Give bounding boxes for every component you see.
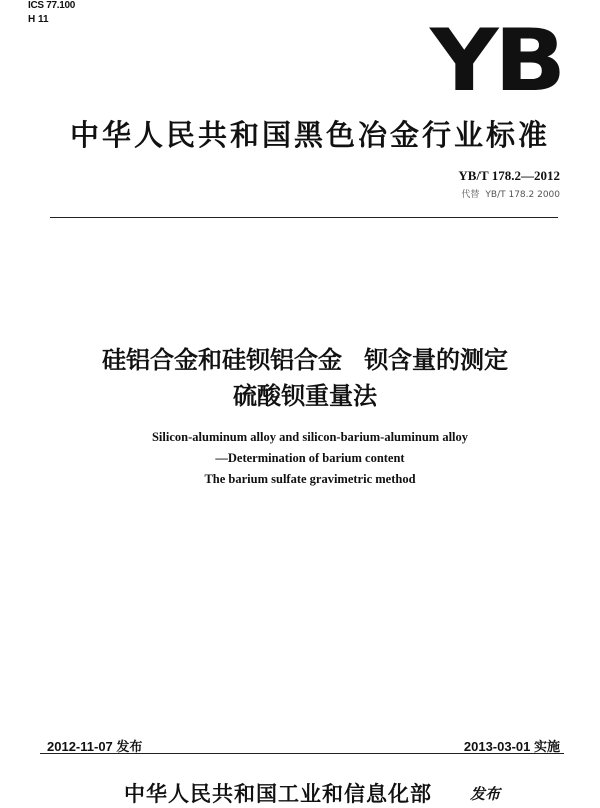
issuer-name: 中华人民共和国工业和信息化部 bbox=[124, 782, 432, 806]
title-cn-line1 bbox=[0, 340, 600, 375]
ics-code: ICS 77.100 bbox=[28, 0, 76, 11]
publish-date: 2012-11-07 发布 bbox=[47, 739, 143, 754]
industry-standard-heading: 中华人民共和国黑色冶金行业标准 bbox=[69, 118, 550, 152]
issuer-action: 发布 bbox=[470, 785, 501, 803]
title-en-line2: —Determination of barium content bbox=[215, 451, 405, 465]
classification-code: H 11 bbox=[28, 14, 49, 25]
title-en-line3: The barium sulfate gravimetric method bbox=[204, 472, 416, 486]
replaces-label: 代替 bbox=[461, 190, 480, 200]
replaces-number: YB/T 178.2 2000 bbox=[485, 190, 560, 200]
title-cn-line2: 硫酸钡重量法 bbox=[233, 382, 377, 410]
implementation-date: 2013-03-01 实施 bbox=[463, 739, 560, 754]
title-cn-part2: 钡含量的测定 bbox=[364, 346, 508, 374]
header-divider bbox=[50, 217, 558, 218]
replaces-standard bbox=[461, 187, 560, 200]
title-cn-part1: 硅铝合金和硅钡铝合金 bbox=[102, 346, 342, 374]
title-en-line1: Silicon-aluminum alloy and silicon-barium-aluminum alloy bbox=[151, 430, 469, 444]
yb-logo: YB bbox=[430, 11, 562, 111]
footer-divider bbox=[40, 753, 564, 754]
standard-number: YB/T 178.2—2012 bbox=[458, 168, 560, 183]
